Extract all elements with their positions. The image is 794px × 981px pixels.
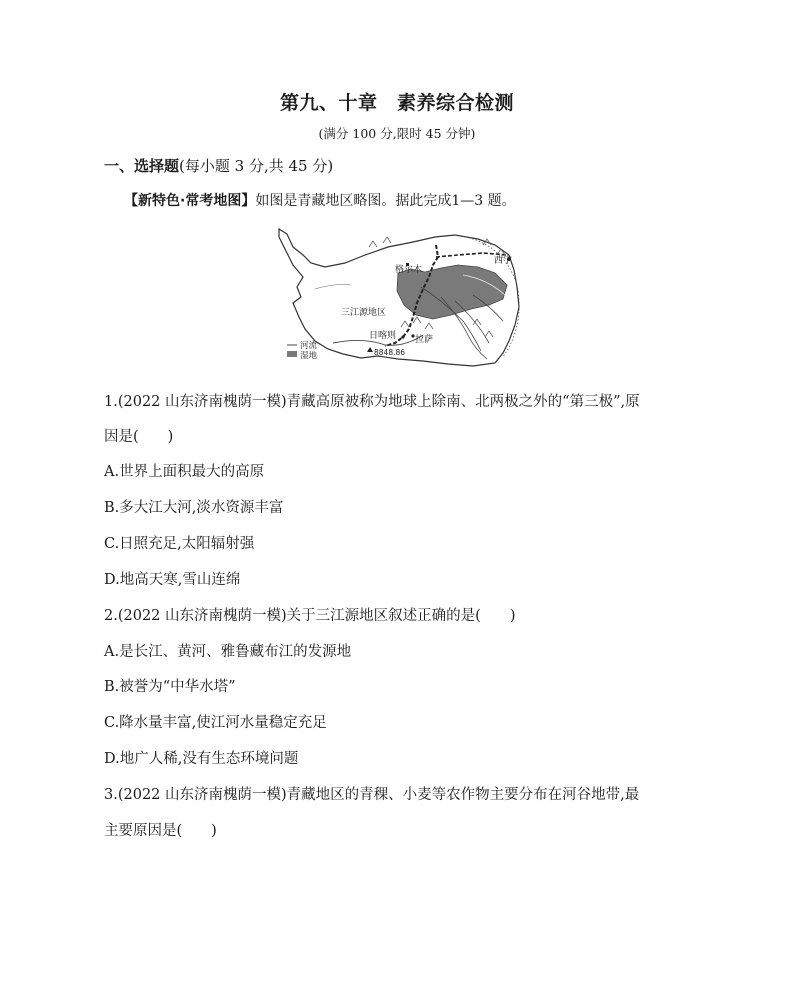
- q2-option-a: A.是长江、黄河、雅鲁藏布江的发源地: [104, 644, 352, 660]
- page-subtitle: (满分 100 分,限时 45 分钟): [318, 126, 476, 141]
- q2-option-b: B.被誉为“中华水塔”: [104, 679, 236, 695]
- qinghai-tibet-map: [273, 225, 525, 372]
- q3-stem-line1: 3.(2022 山东济南槐荫一模)青藏地区的青稞、小麦等农作物主要分布在河谷地带,最: [104, 787, 640, 803]
- map-label-shigatse: 日喀则: [369, 331, 397, 341]
- q1-option-d: D.地高天寒,雪山连绵: [104, 572, 241, 588]
- map-label-gorom: 格尔木: [395, 265, 423, 275]
- everest-marker: [367, 347, 373, 352]
- section-note: (每小题 3 分,共 45 分): [179, 157, 334, 175]
- q3-stem-line2: 主要原因是( ): [104, 823, 217, 839]
- legend-wetland-icon: [287, 351, 297, 357]
- shigatse-marker: [401, 335, 404, 338]
- intro-tag: 【新特色·常考地图】: [124, 193, 256, 209]
- intro-text: [124, 190, 516, 210]
- map-label-lhasa: 拉萨: [415, 335, 434, 345]
- q2-stem: 2.(2022 山东济南槐荫一模)关于三江源地区叙述正确的是( ): [104, 608, 516, 624]
- q1-option-c: C.日照充足,太阳辐射强: [104, 536, 255, 552]
- section-heading: [104, 155, 333, 176]
- map-label-everest: 8848.86: [374, 348, 406, 357]
- page-title: 第九、十章 素养综合检测: [279, 92, 514, 114]
- river-6: [315, 285, 351, 290]
- intro-body: 如图是青藏地区略图。据此完成1—3 题。: [255, 193, 516, 209]
- map-label-sanjiangyuan: 三江源地区: [341, 308, 387, 318]
- q2-option-c: C.降水量丰富,使江河水量稳定充足: [104, 715, 327, 731]
- map-label-xining: 西宁: [494, 256, 513, 266]
- q1-stem-line1: 1.(2022 山东济南槐荫一模)青藏高原被称为地球上除南、北两极之外的“第三极”,原: [104, 394, 640, 410]
- legend-river-label: 河流: [300, 341, 318, 351]
- legend-wetland-label: 湿地: [300, 351, 318, 361]
- q2-option-d: D.地广人稀,没有生态环境问题: [104, 751, 299, 767]
- q1-option-a: A.世界上面积最大的高原: [104, 464, 265, 480]
- q1-option-b: B.多大江大河,淡水资源丰富: [104, 500, 284, 516]
- q1-stem-line2: 因是( ): [104, 429, 174, 445]
- section-label: 一、选择题: [104, 157, 180, 175]
